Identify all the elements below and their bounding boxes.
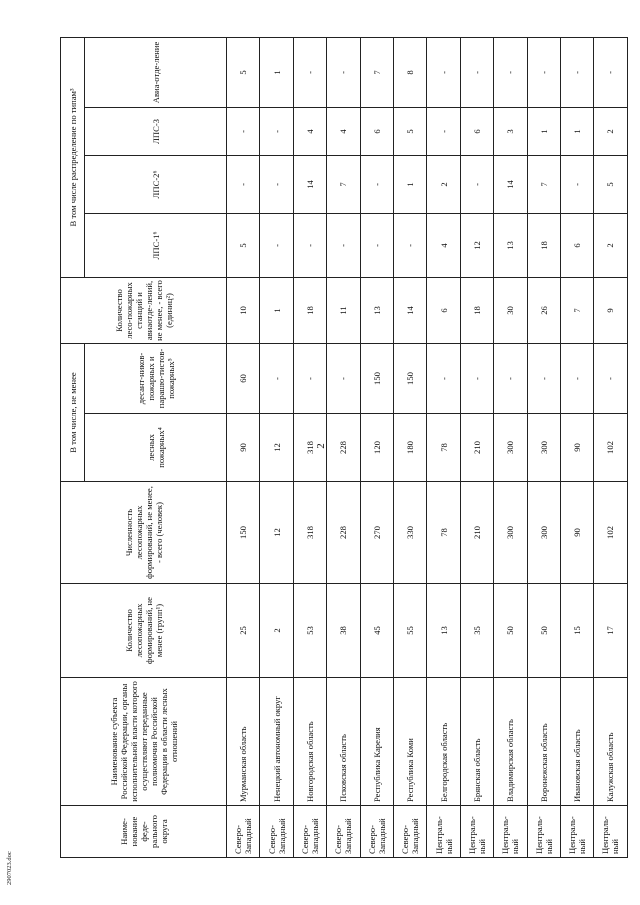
table-cell-avia: - [427,37,460,107]
table-cell-paratroopers: - [327,343,360,413]
table-cell-avia: 8 [393,37,426,107]
table-cell-subject: Калужская область [594,678,627,806]
table-cell-lps2: 14 [494,155,527,213]
table-cell-subject: Ненецкий автономный округ [260,678,293,806]
table-cell-groups: 50 [494,584,527,678]
table-cell-lps3: 2 [594,107,627,155]
table-row [527,37,560,857]
table-row [560,37,593,857]
header-forest-firefighters: лесных пожарных⁴ [85,414,227,482]
table-cell-subject: Республика Коми [393,678,426,806]
table-cell-lps3: 5 [393,107,426,155]
table-row [360,37,393,857]
table-row [393,37,426,857]
table-cell-forest-firefighters: 180 [393,414,426,482]
table-cell-okrug: Централь- ный [460,806,493,858]
table-cell-lps3: 4 [293,107,326,155]
header-avia: Авиа-отде-ление [85,37,227,107]
table-cell-lps3: 1 [560,107,593,155]
table-cell-avia: - [494,37,527,107]
table-cell-okrug: Северо- Западный [360,806,393,858]
table-cell-groups: 45 [360,584,393,678]
table-row [327,37,360,857]
table-cell-lps3: - [427,107,460,155]
table-cell-stations: 13 [360,277,393,343]
table-cell-paratroopers: - [560,343,593,413]
table-cell-okrug: Централь- ный [594,806,627,858]
header-okrug: Наиме- нование феде- рального округа [61,806,227,858]
table-cell-staff: 150 [227,482,260,584]
table-cell-okrug: Централь- ный [527,806,560,858]
table-cell-okrug: Централь- ный [427,806,460,858]
table-cell-lps1: - [360,213,393,277]
table-cell-stations: 26 [527,277,560,343]
table-cell-forest-firefighters: 300 [494,414,527,482]
table-cell-groups: 2 [260,584,293,678]
table-cell-paratroopers: - [494,343,527,413]
table-row [427,37,460,857]
table-cell-lps2: - [460,155,493,213]
table-cell-forest-firefighters: 318 [293,414,326,482]
table-cell-staff: 90 [560,482,593,584]
table-cell-okrug: Северо- Западный [393,806,426,858]
header-staff: Численность лесопожарных формирований, не менее, - всего (человек) [61,482,227,584]
table-row [293,37,326,857]
table-cell-okrug: Северо- Западный [327,806,360,858]
table-cell-lps1: - [327,213,360,277]
table-cell-groups: 53 [293,584,326,678]
table-cell-lps1: 13 [494,213,527,277]
table-cell-forest-firefighters: 90 [227,414,260,482]
table-cell-forest-firefighters: 78 [427,414,460,482]
table-cell-avia: 7 [360,37,393,107]
table-cell-subject: Белгородская область [427,678,460,806]
table-cell-subject: Ивановская область [560,678,593,806]
table-cell-paratroopers: 150 [393,343,426,413]
table-cell-lps1: 4 [427,213,460,277]
table-row [494,37,527,857]
header-distribution-group: В том числе распределение по типам³ [61,37,85,277]
table-cell-staff: 318 [293,482,326,584]
table-cell-staff: 300 [527,482,560,584]
table-cell-groups: 25 [227,584,260,678]
table-cell-stations: 18 [293,277,326,343]
table-cell-stations: 1 [260,277,293,343]
table-cell-avia: - [527,37,560,107]
table-cell-subject: Мурманская область [227,678,260,806]
table-cell-avia: 1 [260,37,293,107]
table-cell-groups: 17 [594,584,627,678]
table-cell-groups: 35 [460,584,493,678]
table-cell-forest-firefighters: 90 [560,414,593,482]
table-cell-stations: 9 [594,277,627,343]
table-cell-paratroopers: 150 [360,343,393,413]
header-lps3: ЛПС-3 [85,107,227,155]
table-cell-lps2: 14 [293,155,326,213]
footer-filename: 2907023.doc [6,851,13,885]
table-cell-stations: 18 [460,277,493,343]
table-cell-lps2: - [560,155,593,213]
table-cell-lps1: 5 [227,213,260,277]
table-cell-staff: 330 [393,482,426,584]
table-cell-lps2: 5 [594,155,627,213]
header-subject: Наименование субъекта Российской Федерации, органы исполнительной власти которого осуществляют переданные полномочия Российской Федерации в области лесных отношений [61,678,227,806]
table-cell-paratroopers: 60 [227,343,260,413]
table-cell-subject: Воронежская область [527,678,560,806]
table-cell-avia: - [327,37,360,107]
table-cell-subject: Республика Карелия [360,678,393,806]
table-row [260,37,293,857]
table-cell-groups: 15 [560,584,593,678]
table-cell-lps2: - [360,155,393,213]
table-cell-avia: - [460,37,493,107]
table-cell-groups: 50 [527,584,560,678]
table-cell-lps3: 6 [360,107,393,155]
table-row [594,37,627,857]
table-row [227,37,260,857]
header-stations: Количество лесо-пожарных станций и авиаотде-лений, не менее, - всего (единиц²) [61,277,227,343]
table-cell-lps1: 18 [527,213,560,277]
table-cell-subject: Брянская область [460,678,493,806]
table-row [460,37,493,857]
table-cell-paratroopers: - [427,343,460,413]
table-cell-forest-firefighters: 300 [527,414,560,482]
header-incl-group: В том числе, не менее [61,343,85,481]
table-cell-okrug: Северо- Западный [260,806,293,858]
table-cell-okrug: Централь- ный [560,806,593,858]
table-cell-subject: Владимирская область [494,678,527,806]
table-cell-lps3: 1 [527,107,560,155]
header-lps2: ЛПС-2⁶ [85,155,227,213]
table-cell-lps3: 3 [494,107,527,155]
header-lps1: ЛПС-1⁶ [85,213,227,277]
table-cell-okrug: Северо- Западный [293,806,326,858]
page-number: 2 [315,443,327,449]
table-cell-staff: 210 [460,482,493,584]
table-cell-forest-firefighters: 120 [360,414,393,482]
table-cell-lps1: - [293,213,326,277]
table-cell-stations: 14 [393,277,426,343]
table-cell-groups: 13 [427,584,460,678]
table-cell-lps2: 1 [393,155,426,213]
rotated-table-container [60,38,621,858]
table-cell-forest-firefighters: 210 [460,414,493,482]
table-cell-lps3: - [260,107,293,155]
table-cell-lps3: 4 [327,107,360,155]
table-cell-staff: 270 [360,482,393,584]
table-cell-lps2: 7 [527,155,560,213]
table-cell-stations: 10 [227,277,260,343]
table-cell-forest-firefighters: 228 [327,414,360,482]
table-cell-paratroopers: - [594,343,627,413]
table-cell-groups: 38 [327,584,360,678]
table-cell-lps1: 6 [560,213,593,277]
table-cell-paratroopers: - [527,343,560,413]
table-cell-lps3: - [227,107,260,155]
table-cell-groups: 55 [393,584,426,678]
table-cell-forest-firefighters: 102 [594,414,627,482]
table-cell-lps1: - [260,213,293,277]
table-cell-paratroopers: - [293,343,326,413]
table-body [227,37,628,857]
table-cell-okrug: Централь- ный [494,806,527,858]
table-cell-okrug: Северо- Западный [227,806,260,858]
table-cell-avia: 5 [227,37,260,107]
table-cell-subject: Псковская область [327,678,360,806]
table-cell-lps1: - [393,213,426,277]
table-cell-lps2: 2 [427,155,460,213]
table-cell-paratroopers: - [460,343,493,413]
header-groups: Количество лесопожарных формирований, не менее (групп¹) [61,584,227,678]
table-cell-lps2: - [227,155,260,213]
table-cell-subject: Новгородская область [293,678,326,806]
table-cell-staff: 102 [594,482,627,584]
table-cell-staff: 228 [327,482,360,584]
table-cell-lps2: 7 [327,155,360,213]
table-cell-avia: - [293,37,326,107]
table-cell-forest-firefighters: 12 [260,414,293,482]
table-cell-stations: 30 [494,277,527,343]
table-cell-staff: 12 [260,482,293,584]
table-cell-avia: - [560,37,593,107]
table-cell-staff: 300 [494,482,527,584]
table-cell-staff: 78 [427,482,460,584]
table-cell-lps2: - [260,155,293,213]
table-cell-lps1: 12 [460,213,493,277]
table-cell-avia: - [594,37,627,107]
table-cell-lps1: 2 [594,213,627,277]
table-cell-paratroopers: - [260,343,293,413]
header-paratroopers: десант-ников-пожарных и парашю-тистов-пожарных⁵ [85,343,227,413]
table-cell-lps3: 6 [460,107,493,155]
table-cell-stations: 7 [560,277,593,343]
forest-fire-units-table [60,37,628,858]
table-cell-stations: 11 [327,277,360,343]
table-cell-stations: 6 [427,277,460,343]
